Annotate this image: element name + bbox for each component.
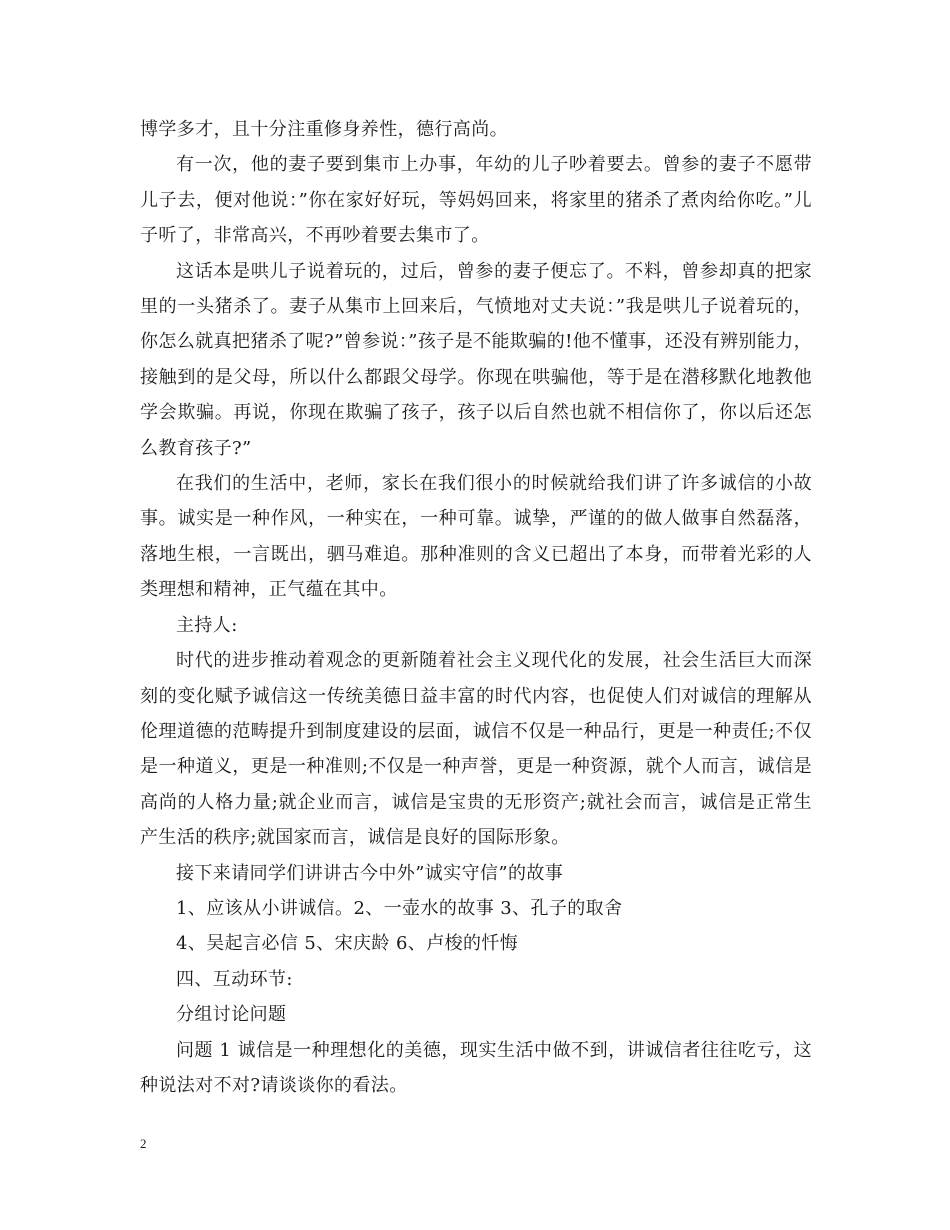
- story-list-2: 4、吴起言必信 5、宋庆龄 6、卢梭的忏悔: [176, 933, 519, 955]
- paragraph-4: 在我们的生活中，老师，家长在我们很小的时候就给我们讲了许多诚信的小故事。诚实是一种作风，一种实在，一种可靠。诚挚，严谨的的做人做事自然磊落，落地生根，一言既出，驷马难追。那种准则的含义已超出了本身，而带着光彩的人类理想和精神，正气蕴在其中。: [140, 473, 812, 601]
- story-list-1: 1、应该从小讲诚信。2、一壶水的故事 3、孔子的取舍: [176, 897, 623, 919]
- group-discussion-label: 分组讨论问题: [176, 1004, 287, 1026]
- question-1: 问题 1 诚信是一种理想化的美德，现实生活中做不到，讲诚信者往往吃亏，这种说法对不对?请谈谈你的看法。: [140, 1039, 812, 1096]
- paragraph-6: 时代的进步推动着观念的更新随着社会主义现代化的发展，社会生活巨大而深刻的变化赋予诚信这一传统美德日益丰富的时代内容，也促使人们对诚信的理解从伦理道德的范畴提升到制度建设的层面，诚信不仅是一种品行，更是一种责任;不仅是一种道义，更是一种准则;不仅是一种声誉，更是一种资源，就个人而言，诚信是高尚的人格力量;就企业而言，诚信是宝贵的无形资产;就社会而言，诚信是正常生产生活的秩序;就国家而言，诚信是良好的国际形象。: [140, 650, 812, 849]
- document-body: [140, 112, 812, 1103]
- page-number: 2: [140, 1136, 147, 1151]
- stories-intro: 接下来请同学们讲讲古今中外”诚实守信”的故事: [176, 862, 564, 884]
- section-heading-interaction: 四、互动环节:: [176, 968, 293, 990]
- host-label: 主持人:: [176, 614, 238, 636]
- paragraph-2: 有一次，他的妻子要到集市上办事，年幼的儿子吵着要去。曾参的妻子不愿带儿子去，便对他说：”你在家好好玩，等妈妈回来，将家里的猪杀了煮肉给你吃。”儿子听了，非常高兴，不再吵着要去集市了。: [140, 154, 812, 247]
- paragraph-1: 博学多才，且十分注重修身养性，德行高尚。: [140, 119, 508, 140]
- paragraph-3: 这话本是哄儿子说着玩的，过后，曾参的妻子便忘了。不料，曾参却真的把家里的一头猪杀了。妻子从集市上回来后，气愤地对丈夫说：”我是哄儿子说着玩的，你怎么就真把猪杀了呢?”曾参说：”孩子是不能欺骗的!他不懂事，还没有辨别能力，接触到的是父母，所以什么都跟父母学。你现在哄骗他，等于是在潜移默化地教他学会欺骗。再说，你现在欺骗了孩子，孩子以后自然也就不相信你了，你以后还怎么教育孩子?”: [140, 260, 812, 459]
